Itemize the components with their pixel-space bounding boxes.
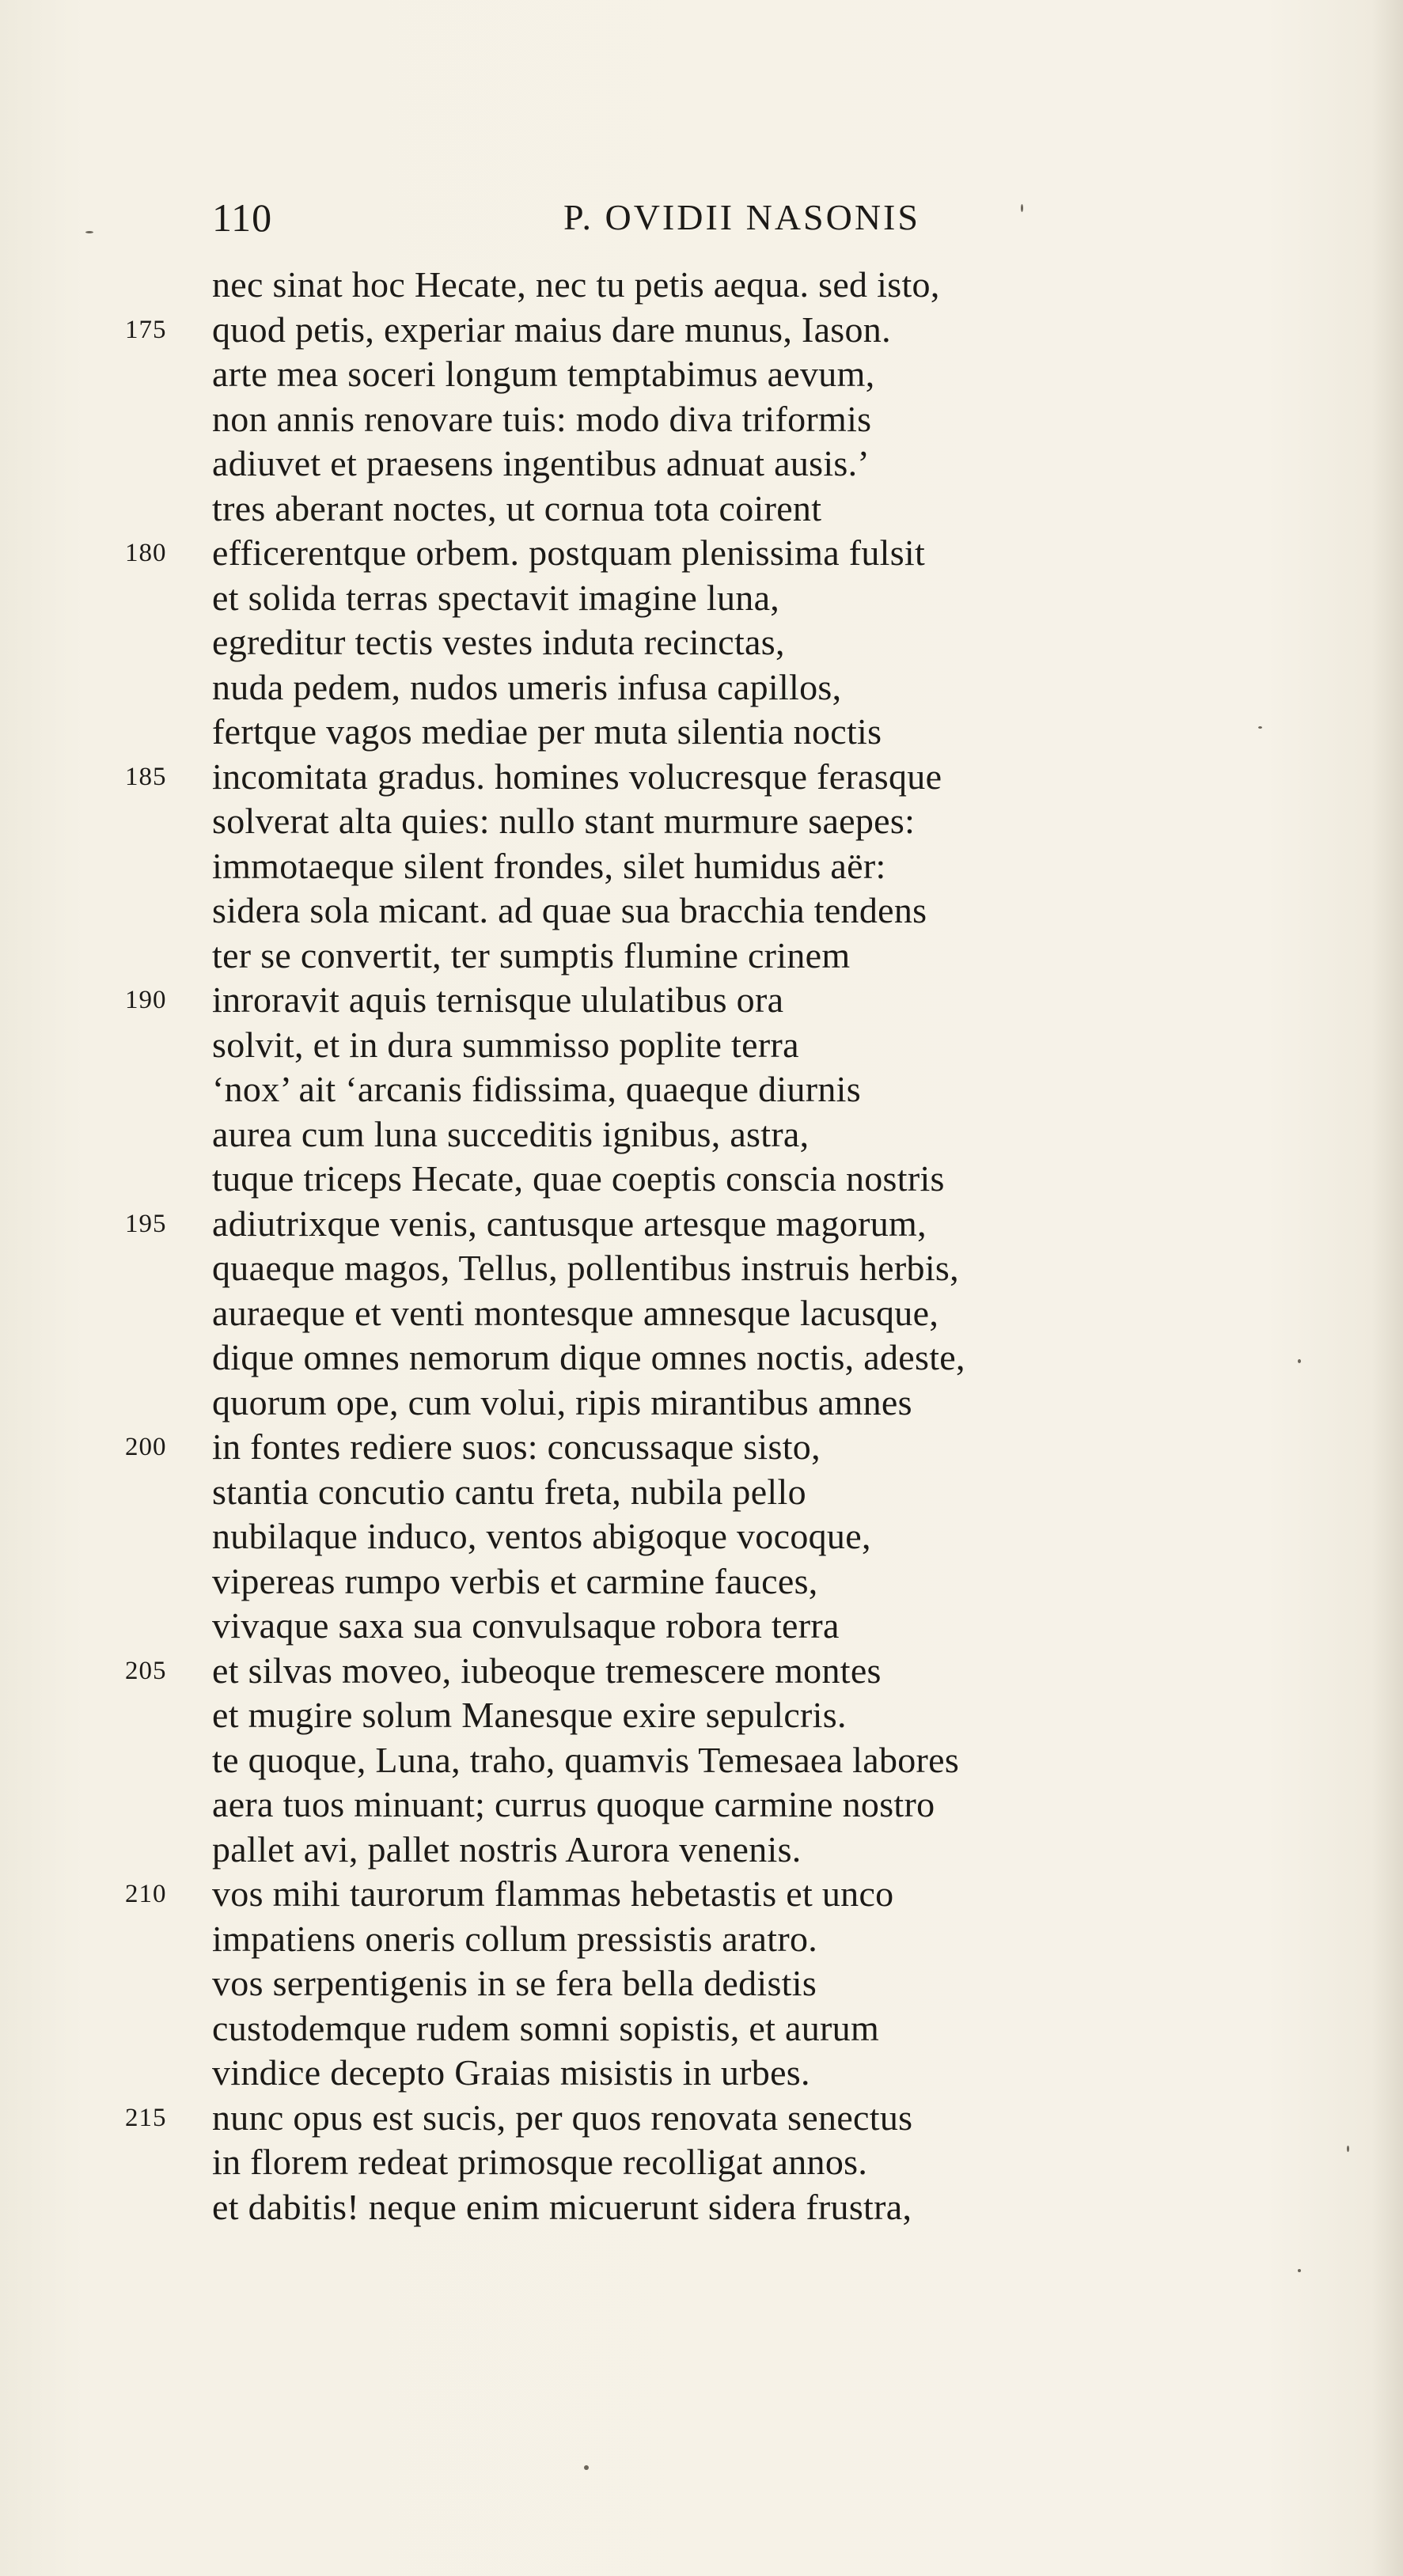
verse-line (0, 1381, 1403, 1426)
verse-text: ter se convertit, ter sumptis flumine crinem (212, 934, 851, 975)
margin-speck (1021, 204, 1023, 212)
verse-line (0, 1872, 1403, 1917)
verse-line (0, 1335, 1403, 1381)
verse-line (0, 1067, 1403, 1112)
verse-text: solverat alta quies: nullo stant murmure saepes: (212, 801, 916, 841)
verse-text: vivaque saxa sua convulsaque robora terra (212, 1605, 840, 1646)
verse-text: vos mihi taurorum flammas hebetastis et unco (212, 1873, 894, 1914)
verse-text: impatiens oneris collum pressistis aratro. (212, 1918, 818, 1959)
verse-text: in fontes rediere suos: concussaque sisto, (212, 1426, 821, 1467)
verse-text: et dabitis! neque enim micuerunt sidera frustra, (212, 2186, 912, 2227)
verse-text: sidera sola micant. ad quae sua bracchia tendens (212, 890, 927, 930)
margin-speck (1258, 726, 1262, 729)
verse-line (0, 1425, 1403, 1470)
verse-text: egreditur tectis vestes induta recinctas, (212, 622, 785, 662)
verse-line (0, 710, 1403, 755)
verse-line (0, 2185, 1403, 2230)
verse-line (0, 844, 1403, 889)
verse-line (0, 441, 1403, 487)
verse-line (0, 978, 1403, 1023)
verse-text: nubilaque induco, ventos abigoque vocoque, (212, 1516, 871, 1556)
page-header (0, 190, 1403, 245)
verse-line (0, 576, 1403, 621)
line-number: 200 (125, 1433, 167, 1461)
verse-text: immotaeque silent frondes, silet humidus aër: (212, 845, 886, 886)
verse-text: quorum ope, cum volui, ripis mirantibus amnes (212, 1381, 912, 1422)
line-number: 195 (125, 1209, 167, 1238)
verse-line (0, 1961, 1403, 2006)
verse-line (0, 531, 1403, 576)
verse-line (0, 1291, 1403, 1336)
line-number: 215 (125, 2103, 167, 2132)
verse-line (0, 2096, 1403, 2141)
verse-text: nuda pedem, nudos umeris infusa capillos, (212, 666, 842, 707)
verse-text: fertque vagos mediae per muta silentia noctis (212, 711, 882, 752)
verse-text: et silvas moveo, iubeoque tremescere montes (212, 1650, 882, 1691)
verse-text: auraeque et venti montesque amnesque lacusque, (212, 1292, 939, 1333)
line-number: 190 (125, 986, 167, 1014)
verse-text: tuque triceps Hecate, quae coeptis conscia nostris (212, 1158, 945, 1199)
verse-line (0, 934, 1403, 979)
margin-speck (1298, 2269, 1301, 2272)
verse-text: nunc opus est sucis, per quos renovata senectus (212, 2097, 913, 2138)
verse-line (0, 308, 1403, 353)
running-title: P. OVIDII NASONIS (563, 197, 920, 237)
verse-text: quaeque magos, Tellus, pollentibus instruis herbis, (212, 1248, 959, 1288)
verse-line (0, 2006, 1403, 2051)
verse-text: adiutrixque venis, cantusque artesque magorum, (212, 1203, 927, 1244)
verse-text: vos serpentigenis in se fera bella dedistis (212, 1963, 817, 2003)
verse-text: tres aberant noctes, ut cornua tota coirent (212, 487, 822, 528)
verse-text: efficerentque orbem. postquam plenissima fulsit (212, 532, 926, 573)
verse-text: aurea cum luna succeditis ignibus, astra, (212, 1113, 810, 1154)
verse-line (0, 1470, 1403, 1515)
page-number: 110 (212, 195, 273, 240)
line-number: 205 (125, 1656, 167, 1685)
verse-line (0, 1738, 1403, 1783)
verse-text: solvit, et in dura summisso poplite terra (212, 1024, 799, 1065)
verse-text: inroravit aquis ternisque ululatibus ora (212, 979, 784, 1020)
verse-text: et mugire solum Manesque exire sepulcris. (212, 1695, 847, 1735)
verse-text: vipereas rumpo verbis et carmine fauces, (212, 1560, 818, 1601)
margin-speck (1347, 2146, 1349, 2152)
verse-line (0, 352, 1403, 397)
verse-text: aera tuos minuant; currus quoque carmine nostro (212, 1784, 935, 1824)
verse-line (0, 799, 1403, 844)
margin-speck (584, 2465, 589, 2470)
line-number: 175 (125, 315, 167, 344)
verse-text: et solida terras spectavit imagine luna, (212, 577, 780, 618)
verse-text: stantia concutio cantu freta, nubila pello (212, 1471, 806, 1512)
verse-line (0, 1782, 1403, 1828)
verse-text: custodemque rudem somni sopistis, et aurum (212, 2007, 880, 2048)
verse-line (0, 1112, 1403, 1157)
verse-line (0, 1649, 1403, 1694)
verse-line (0, 1023, 1403, 1068)
margin-speck (1298, 1359, 1301, 1363)
verse-line (0, 620, 1403, 665)
verse-line (0, 1693, 1403, 1738)
verse-text: incomitata gradus. homines volucresque ferasque (212, 756, 942, 797)
verse-line (0, 397, 1403, 442)
verse-line (0, 487, 1403, 532)
verse-line (0, 1202, 1403, 1247)
verse-text: in florem redeat primosque recolligat annos. (212, 2142, 868, 2182)
verse-text: quod petis, experiar maius dare munus, Iason. (212, 309, 891, 350)
verse-text: ‘nox’ ait ‘arcanis fidissima, quaeque diurnis (212, 1069, 861, 1109)
line-number: 185 (125, 762, 167, 791)
line-number: 210 (125, 1880, 167, 1908)
verse-line (0, 1604, 1403, 1649)
verse-line (0, 2051, 1403, 2096)
verse-block (0, 263, 1403, 2229)
verse-text: nec sinat hoc Hecate, nec tu petis aequa. sed isto, (212, 264, 940, 305)
verse-text: vindice decepto Graias misistis in urbes. (212, 2052, 810, 2093)
verse-line (0, 1514, 1403, 1559)
verse-line (0, 263, 1403, 308)
margin-speck (85, 231, 93, 233)
verse-line (0, 2140, 1403, 2185)
verse-line (0, 1917, 1403, 1962)
verse-text: dique omnes nemorum dique omnes noctis, adeste, (212, 1337, 965, 1377)
verse-text: te quoque, Luna, traho, quamvis Temesaea labores (212, 1739, 960, 1780)
verse-line (0, 755, 1403, 800)
verse-line (0, 888, 1403, 934)
verse-text: arte mea soceri longum temptabimus aevum, (212, 354, 875, 394)
verse-line (0, 1157, 1403, 1202)
line-number: 180 (125, 539, 167, 567)
verse-line (0, 1246, 1403, 1291)
verse-line (0, 1559, 1403, 1604)
verse-text: adiuvet et praesens ingentibus adnuat ausis.’ (212, 443, 870, 483)
verse-text: non annis renovare tuis: modo diva triformis (212, 398, 872, 439)
verse-text: pallet avi, pallet nostris Aurora venenis. (212, 1828, 802, 1869)
verse-line (0, 1828, 1403, 1873)
verse-line (0, 665, 1403, 710)
